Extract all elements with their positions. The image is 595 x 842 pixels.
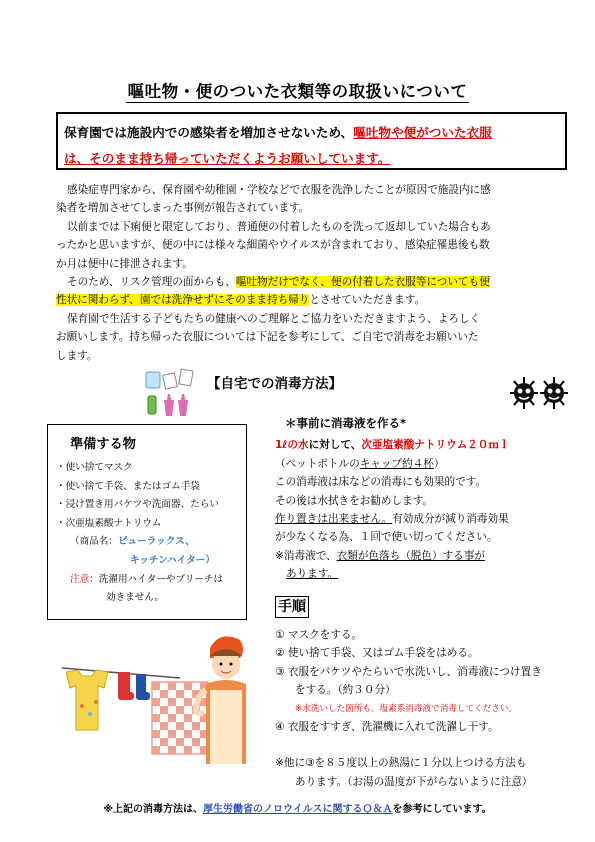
laundry-woman-illustration	[60, 628, 250, 766]
step-item: ② 使い捨て手袋、又はゴム手袋をはめる。	[275, 647, 479, 660]
notice-line-1: 保育園では施設内での感染者を増加させないため、嘔吐物や便がついた衣服	[64, 125, 492, 140]
page-title: 嘔吐物・便のついた衣類等の取扱いについて	[127, 82, 468, 101]
intro-paragraphs: 感染症専門家から、保育園や幼稚園・学校などで衣服を洗浄したことが原因で施設内に感 染者を増加させてしまった事例が報告されています。 以前までは下痢便と限定しており、普通便の付着したものを洗って返却していた場合もあ ったかと思いますが、便の中には様々な細菌やウイルスが含まれており、感染症罹患後も数 か月は便中に排泄されます。 そのため、リスク管理の面からも、嘔吐物だけでなく、便の付着した衣服等についても便 性状に関わらず、園では洗浄せずにそのまま持ち帰りとさせていただきます。 保育園で生活する子どもたちの健康へのご理解とご協力をいただきますよう、よろしく お願いします。持ち帰った衣服については下記を参考にして、ご自宅で消毒をお願いいた します。	[56, 181, 558, 365]
step-note: ※水洗いした箇所も、塩素系消毒液で消毒してください。	[295, 703, 518, 714]
steps-heading: 手順	[275, 596, 309, 618]
solution-ratio: 1ℓの水に対して、次亜塩素酸ナトリウム２０ｍｌ	[275, 439, 510, 452]
solution-heading: ＊事前に消毒液を作る*	[285, 416, 407, 430]
reference-link[interactable]: 厚生労働省のノロウイルスに関するＱ＆Ａ	[203, 804, 393, 815]
method-title: 【自宅での消毒方法】	[207, 376, 342, 392]
step-item: ③ 衣服をバケツやたらいで水洗いし、消毒液につけ置き	[275, 665, 542, 678]
preparation-heading: 準備する物	[70, 437, 136, 452]
brand-names: （商品名：ピューラックス、	[70, 536, 195, 548]
preparation-box: 準備する物 ・使い捨てマスク ・使い捨て手袋、またはゴム手袋 ・浸け置き用バケツや洗面器、たらい ・次亜塩素酸ナトリウム （商品名：ピューラックス、 キッチンハイター） 注意：洗濯用ハイターやブリーチは 効きません。	[47, 424, 247, 620]
germ-icon	[508, 373, 572, 415]
solution-section: ＊事前に消毒液を作る* 1ℓの水に対して、次亜塩素酸ナトリウム２０ｍｌ （ペットボトルのキャップ約４杯） この消毒液は床などの消毒にも効果的です。 その後は水拭きをお勧めします。 作り置きは出来ません。有効成分が減り消毒効果 が少なくなる為、１回で使い切ってください。 ※消毒液で、衣類が色落ち（脱色）する事が あります。	[275, 414, 585, 584]
notice-box	[56, 112, 567, 170]
prep-item: ・次亜塩素酸ナトリウム	[56, 517, 162, 529]
prep-item: ・使い捨てマスク	[56, 462, 133, 473]
highlight-line-2: 性状に関わらず、園では洗浄せずにそのまま持ち帰りとさせていただきます。	[56, 294, 426, 307]
cleaning-supplies-icon	[140, 368, 202, 420]
alternative-method: ※他に③を８５度以上の熱湯に１分以上つける方法も	[275, 757, 527, 770]
footer-note: ※上記の消毒方法は、厚生労働省のノロウイルスに関するＱ＆Ａを参考にしています。	[103, 804, 492, 815]
notice-line-2: は、そのまま持ち帰っていただくようお願いしています。	[64, 151, 391, 166]
step-item: ④ 衣服をすすぎ、洗濯機に入れて洗濯し干す。	[275, 721, 499, 734]
prep-item: ・使い捨て手袋、またはゴム手袋	[56, 480, 200, 492]
steps-list: ① マスクをする。 ② 使い捨て手袋、又はゴム手袋をはめる。 ③ 衣服をバケツやたらいで水洗いし、消毒液につけ置き をする。（約３０分） ※水洗いした箇所も、塩素系消毒液で消毒してください。 ④ 衣服をすすぎ、洗濯機に入れて洗濯し干す。 ※他に③を８５度以上の熱湯に１分以上つける方法も あります。（お湯の温度が下がらないように注意）	[275, 626, 585, 791]
prep-item: ・浸け置き用バケツや洗面器、たらい	[56, 499, 219, 511]
step-item: ① マスクをする。	[275, 629, 363, 641]
prep-note: 注意：洗濯用ハイターやブリーチは	[70, 573, 224, 585]
highlight-line-1: そのため、リスク管理の面からも、嘔吐物だけでなく、便の付着した衣服等についても便	[67, 276, 490, 289]
